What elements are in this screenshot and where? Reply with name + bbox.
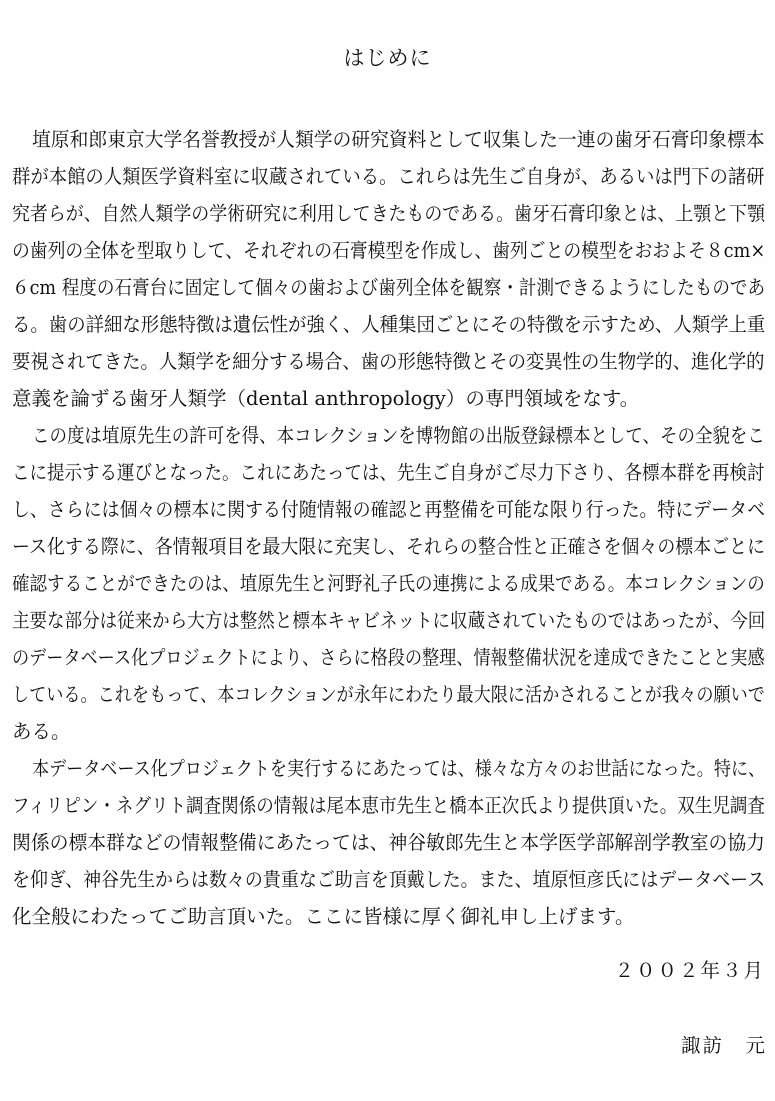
body-line-5: ６cm 程度の石膏台に固定して個々の歯および歯列全体を観察・計測できるようにしたものであ xyxy=(12,276,766,299)
body-line-8: 意義を論ずる歯牙人類学（dental anthropology）の専門領域をなす。 xyxy=(12,387,640,410)
body-line-11: し、さらには個々の標本に関する付随情報の確認と再整備を可能な限り行った。特にデータベ xyxy=(12,498,766,521)
page-title: はじめに xyxy=(343,46,432,70)
body-line-7: 要視されてきた。人類学を細分する場合、歯の形態特徴とその変異性の生物学的、進化学的 xyxy=(12,350,765,373)
body-line-10: こに提示する運びとなった。これにあたっては、先生ご自身がご尽力下さり、各標本群を再検討 xyxy=(12,461,765,484)
body-line-1: 埴原和郎東京大学名誉教授が人類学の研究資料として収集した一連の歯牙石膏印象標本 xyxy=(32,128,765,151)
body-line-18: 本データベース化プロジェクトを実行するにあたっては、様々な方々のお世話になった。特に、 xyxy=(32,757,766,780)
body-line-9: この度は埴原先生の許可を得、本コレクションを博物館の出版登録標本として、その全貌をこ xyxy=(32,424,765,447)
body-line-16: している。これをもって、本コレクションが永年にわたり最大限に活かされることが我々の願いで xyxy=(12,683,765,706)
document-author: 諏訪 元 xyxy=(680,1034,767,1057)
body-line-20: 関係の標本群などの情報整備にあたっては、神谷敏郎先生と本学医学部解剖学教室の協力 xyxy=(12,831,766,854)
body-line-4: の歯列の全体を型取りして、それぞれの石膏模型を作成し、歯列ごとの模型をおおよそ８cm× xyxy=(12,239,766,262)
body-line-15: のデータベース化プロジェクトにより、さらに格段の整理、情報整備状況を達成できたことと実感 xyxy=(12,646,765,669)
body-line-17: ある。 xyxy=(12,720,71,743)
body-line-13: 確認することができたのは、埴原先生と河野礼子氏の連携による成果である。本コレクションの xyxy=(12,572,765,595)
body-line-22: 化全般にわたってご助言頂いた。ここに皆様に厚く御礼申し上げます。 xyxy=(12,905,635,928)
body-line-12: ース化する際に、各情報項目を最大限に充実し、それらの整合性と正確さを個々の標本ごとに xyxy=(12,535,766,558)
body-line-2: 群が本館の人類医学資料室に収蔵されている。これらは先生ご自身が、あるいは門下の諸研 xyxy=(12,165,765,188)
body-line-21: を仰ぎ、神谷先生からは数々の貴重なご助言を頂戴した。また、埴原恒彦氏にはデータベース xyxy=(12,868,766,891)
body-line-19: フィリピン・ネグリト調査関係の情報は尾本恵市先生と橋本正次氏より提供頂いた。双生児調査 xyxy=(12,794,765,817)
document-date: ２００２年３月 xyxy=(614,959,765,982)
body-line-3: 究者らが、自然人類学の学術研究に利用してきたものである。歯牙石膏印象とは、上顎と下顎 xyxy=(12,202,766,225)
body-line-14: 主要な部分は従来から大方は整然と標本キャビネットに収蔵されていたものではあったが、今回 xyxy=(12,609,766,632)
body-line-6: る。歯の詳細な形態特徴は遺伝性が強く、人種集団ごとにその特徴を示すため、人類学上重 xyxy=(12,313,766,336)
